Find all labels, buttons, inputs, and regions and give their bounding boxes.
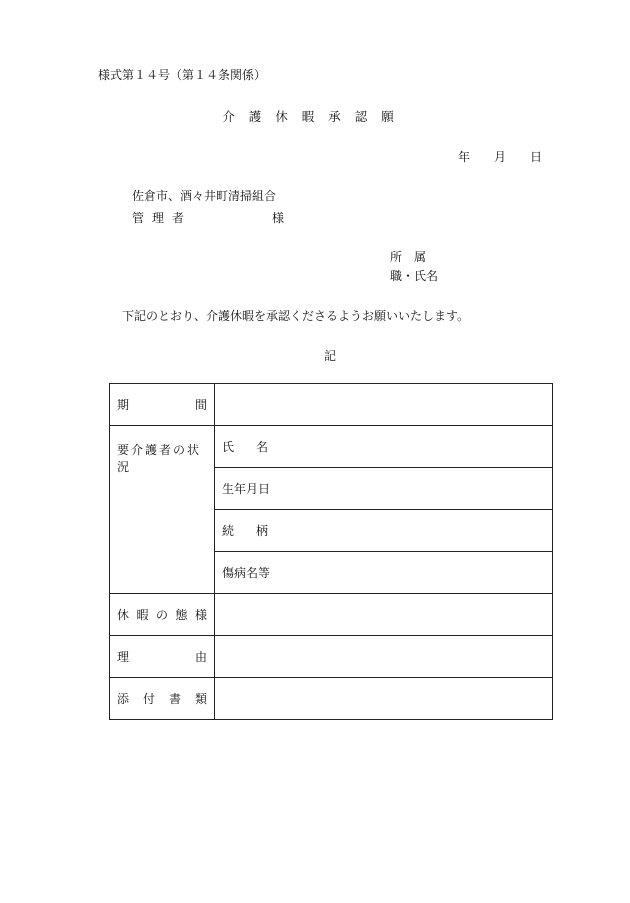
leave-mode-label	[110, 594, 215, 636]
birth-date-field[interactable]	[215, 468, 553, 510]
date-line	[458, 148, 542, 165]
day-label: 日	[530, 150, 543, 164]
period-label-a: 期	[117, 398, 130, 412]
table-row-care-name	[110, 426, 553, 468]
attachments-char-1: 添	[117, 692, 130, 706]
honorific: 様	[272, 211, 285, 225]
attachments-char-2: 付	[142, 692, 155, 706]
condition-label: 傷病名等	[222, 566, 271, 580]
record-heading: 記	[323, 349, 336, 363]
care-name-label-b: 名	[255, 440, 268, 454]
reason-label-b: 由	[194, 650, 207, 664]
care-recipient-label	[110, 426, 215, 594]
leave-mode-char-2: 暇	[136, 608, 149, 622]
application-table	[109, 383, 553, 720]
table-row-attachments	[110, 678, 553, 720]
leave-mode-char-5: 様	[194, 608, 207, 622]
relationship-label-a: 続	[222, 524, 235, 538]
addressee-organization: 佐倉市、酒々井町清掃組合	[132, 189, 277, 203]
relationship-label	[222, 522, 268, 539]
addressee-manager	[132, 209, 285, 226]
table-row-leave-mode	[110, 594, 553, 636]
leave-mode-char-3: の	[155, 608, 168, 622]
position-name-label: 職・氏名	[390, 269, 439, 283]
care-name-field[interactable]	[215, 426, 553, 468]
month-label: 月	[494, 150, 507, 164]
leave-mode-char-4: 態	[175, 608, 188, 622]
attachments-char-3: 書	[168, 692, 181, 706]
birth-date-label: 生年月日	[222, 482, 271, 496]
care-recipient-label-text: 要介護者の状況	[117, 443, 202, 474]
attachments-field[interactable]	[215, 678, 553, 720]
relationship-field[interactable]	[215, 510, 553, 552]
document-title: 介護休暇承認願	[222, 109, 408, 124]
attachments-label	[110, 678, 215, 720]
period-label-b: 間	[194, 398, 207, 412]
form-number: 様式第１４号（第１４条関係）	[98, 68, 267, 82]
request-text: 下記のとおり、介護休暇を承認くださるようお願いいたします。	[122, 309, 470, 323]
attachments-char-4: 類	[194, 692, 207, 706]
reason-label-a: 理	[117, 650, 130, 664]
reason-label	[110, 636, 215, 678]
affiliation-label: 所 属	[390, 250, 427, 264]
period-label	[110, 384, 215, 426]
reason-field[interactable]	[215, 636, 553, 678]
year-label: 年	[458, 150, 471, 164]
table-row-reason	[110, 636, 553, 678]
table-row-period	[110, 384, 553, 426]
relationship-label-b: 柄	[255, 524, 268, 538]
care-name-label-a: 氏	[222, 440, 235, 454]
care-name-label	[222, 438, 268, 455]
period-field[interactable]	[215, 384, 553, 426]
condition-field[interactable]	[215, 552, 553, 594]
leave-mode-char-1: 休	[117, 608, 130, 622]
leave-mode-field[interactable]	[215, 594, 553, 636]
manager-label: 管理者	[132, 211, 193, 225]
